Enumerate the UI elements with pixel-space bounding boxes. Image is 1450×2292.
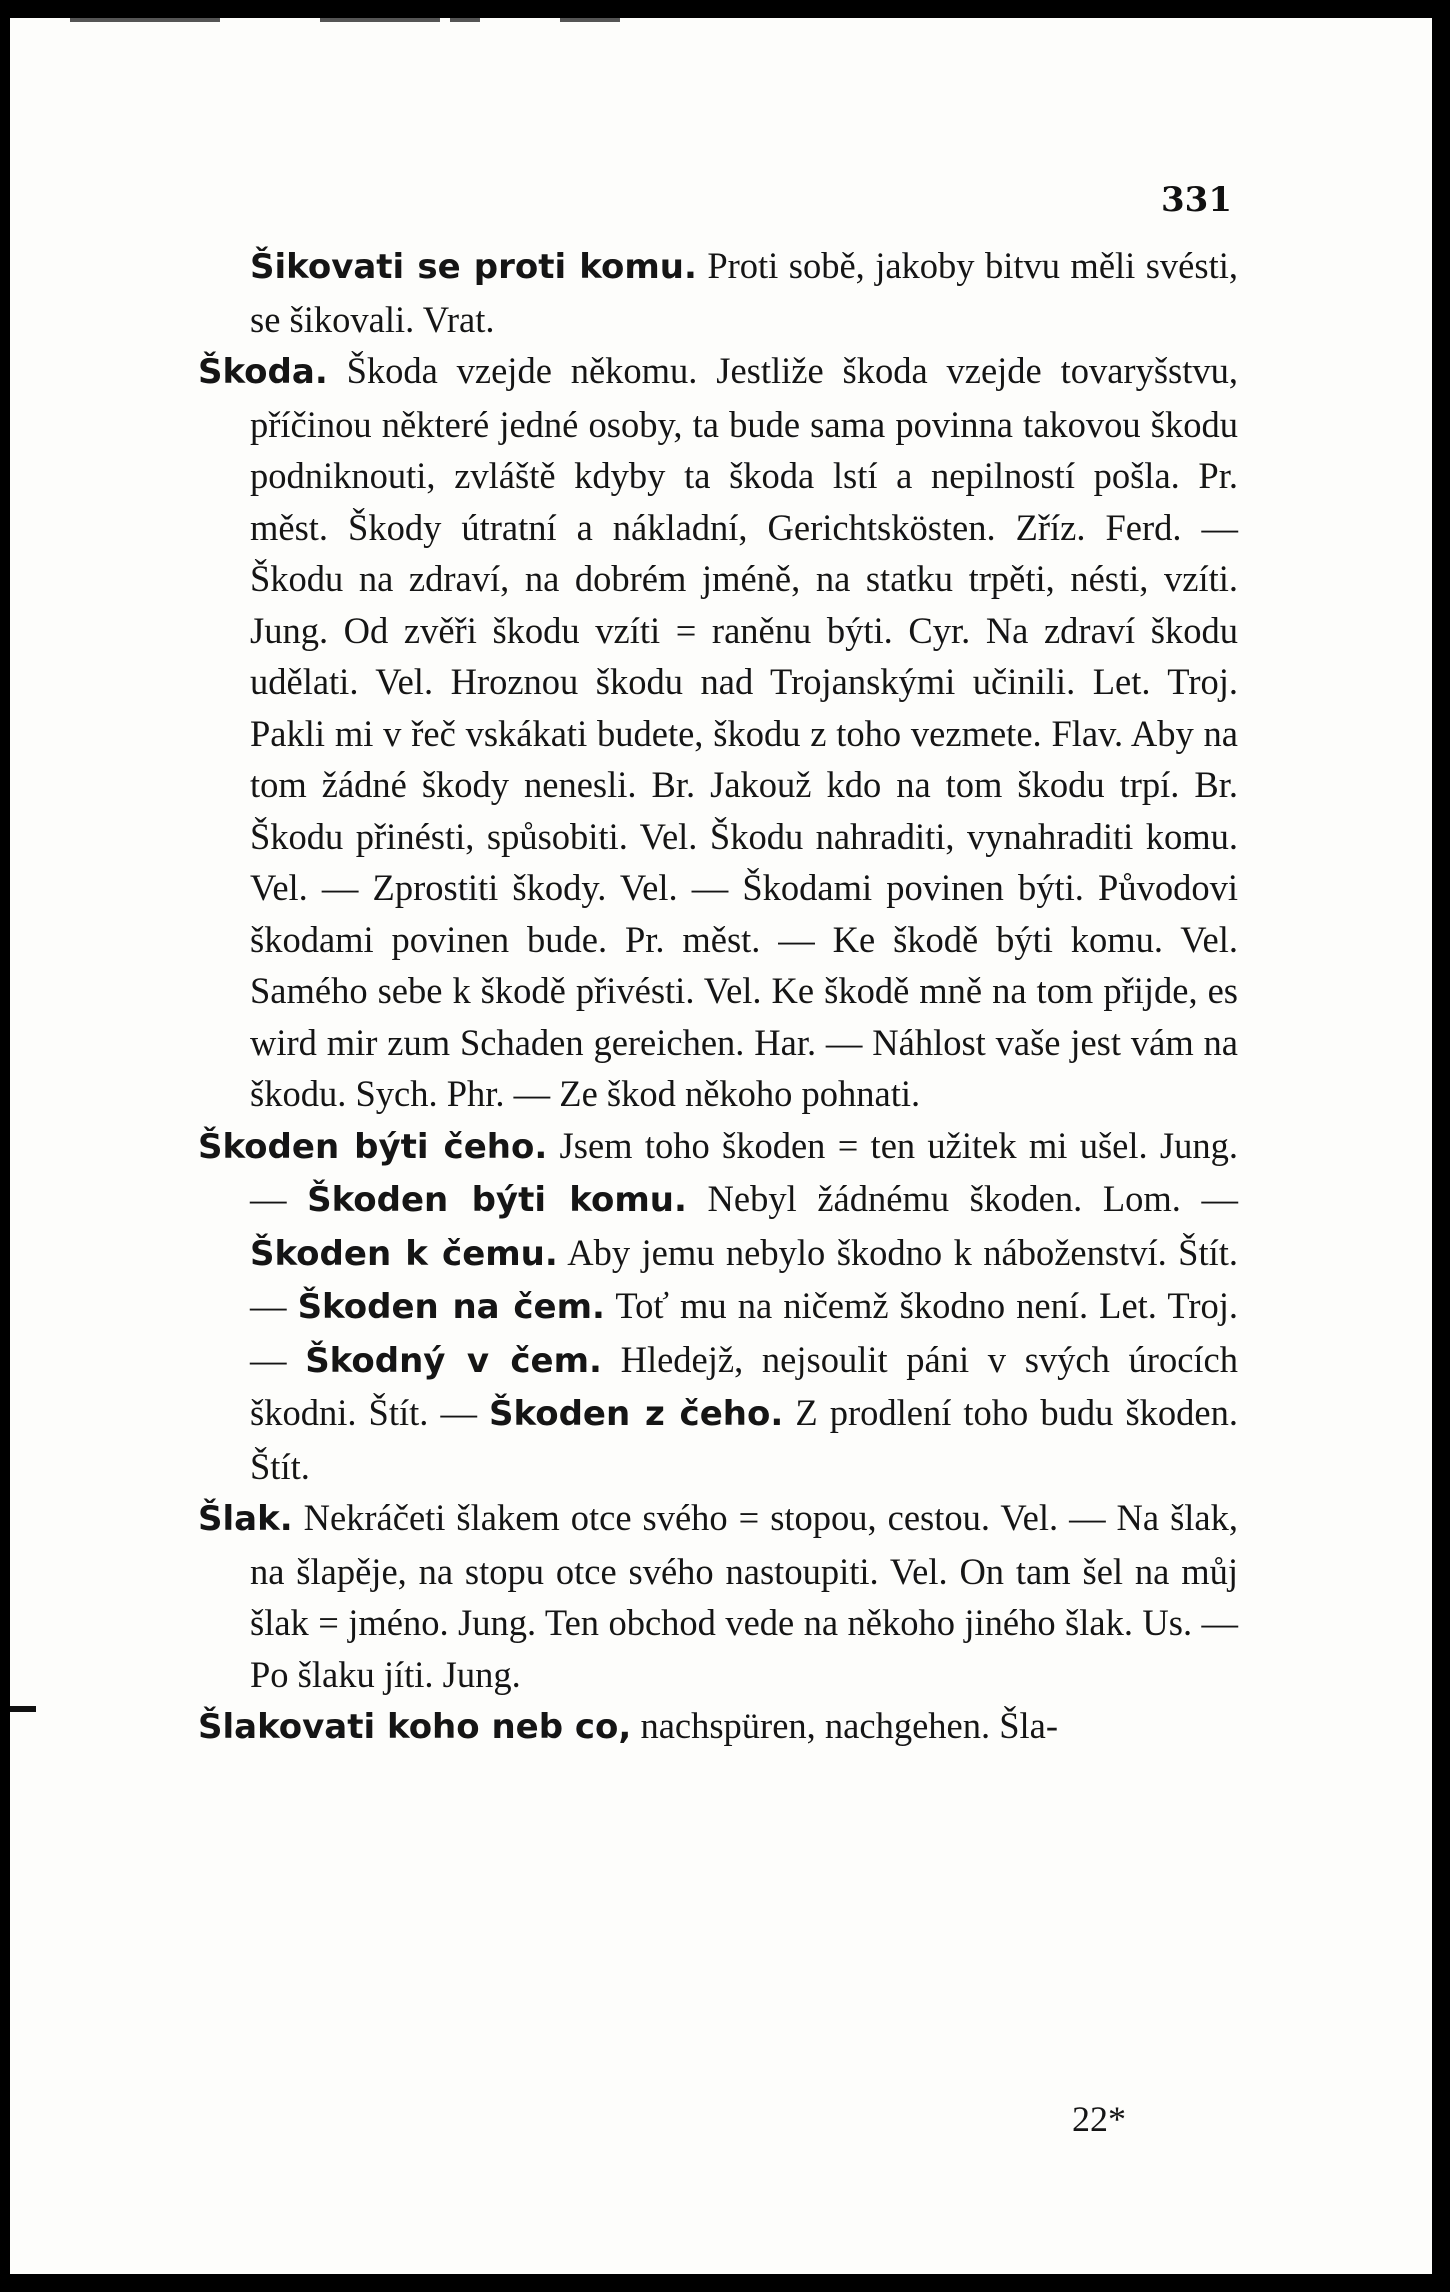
entry-slakovati [198, 1700, 1238, 1754]
entry-body: nachspüren, nachgehen. Šla- [631, 1705, 1059, 1746]
sub-headword: Škoden z čeho. [489, 1394, 784, 1434]
entry-body: Toť mu na ničemž škodno není. Let. Troj. — [250, 1285, 1238, 1380]
sub-headword: Škodný v čem. [305, 1340, 602, 1381]
entry-body: Škoda vzejde někomu. Jestliže škoda vzejde tovaryšstvu, příčinou některé jedné osoby, ta bude sama povinna takovou škodu podniknouti, zvláště kdyby ta škoda lstí a nepilností pošla. Pr. měst. Škody útratní a nákladní, Gerichtsköstеn. Zříz. Ferd. — Škodu na zdraví, na dobrém jméně, na statku trpěti, nésti, vzíti. Jung. Od zvěři škodu vzíti = raněnu býti. Cyr. Na zdraví škodu udělati. Vel. Hroznou škodu nad Trojanskými učinili. Let. Troj. Pakli mi v řeč vskákati budete, škodu z toho vezmete. Flav. Aby na tom žádné škody nenesli. Br. Jakouž kdo na tom škodu trpí. Br. Škodu přinésti, spůsobiti. Vel. Škodu nahraditi, vynahraditi komu. Vel. — Zprostiti škody. Vel. — Škodami povinen býti. Původovi škodami povinen bude. Pr. měst. — Ke škodě býti komu. Vel. Samého sebe k škodě přivésti. Vel. Ke škodě mně na tom přijde, es wird mir zum Schaden gereichen. Har. — Náhlost vaše jest vám na škodu. Sych. Phr. — Ze škod někoho pohnati. [250, 350, 1238, 1114]
headword: Škoda. [198, 352, 328, 392]
entry-body: Hledejž, nejsoulit páni v svých úrocích škodni. Štít. — [250, 1338, 1239, 1433]
headword: Šlakovati koho neb co, [198, 1707, 632, 1747]
page-number: 331 [1161, 180, 1232, 220]
entry-skoden [198, 1120, 1238, 1493]
sub-headword: Škoden býti komu. [307, 1180, 687, 1220]
entry-body: Proti sobě, jakoby bitvu měli svésti, se šikovali. Vrat. [250, 245, 1238, 340]
printer-signature: 22* [1072, 2099, 1126, 2139]
headword: Škoden býti čeho. [198, 1126, 548, 1167]
book-page [10, 18, 1432, 2274]
entry-body: Nekráčeti šlakem otce svého = stopou, cestou. Vel. — Na šlak, na šlapěje, na stopu otce svého nastoupiti. Vel. On tam šel na můj šlak = jméno. Jung. Ten obchod vede na někoho jiného šlak. Us. — Po šlaku jíti. Jung. [250, 1497, 1238, 1695]
entry-skoda [198, 345, 1238, 1120]
sub-headword: Škoden na čem. [297, 1287, 605, 1327]
headword: Šikovati se proti komu. [250, 247, 697, 287]
entry-slak [198, 1492, 1238, 1700]
binding-mark [10, 1706, 36, 1712]
headword: Šlak. [198, 1499, 293, 1539]
entry-body: Z prodlení toho budu škoden. Štít. [250, 1392, 1238, 1487]
dictionary-text [198, 240, 1238, 1754]
entry-sikovati [198, 240, 1238, 345]
scan-edge-marks [70, 18, 750, 24]
entry-body: Nebyl žádnému škoden. Lom. — [686, 1178, 1238, 1219]
entry-body: Jsem toho škoden = ten užitek mi ušel. Jung. — [250, 1124, 1239, 1219]
sub-headword: Škoden k čemu. [250, 1233, 558, 1274]
entry-body: Aby jemu nebylo škodno k náboženství. Štít. — [250, 1231, 1238, 1326]
